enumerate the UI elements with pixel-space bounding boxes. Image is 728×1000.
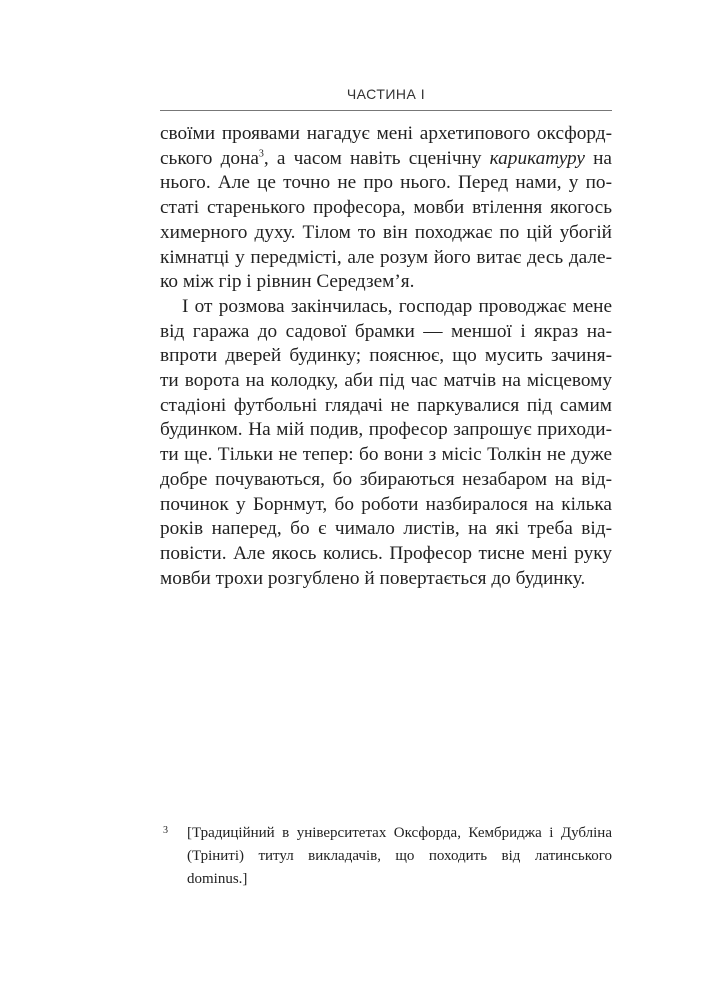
text-line: ко між гір і рівнин Середзем’я. xyxy=(160,271,415,293)
text-line: років наперед, бо є чимало листів, на які треба від- xyxy=(160,518,612,540)
text-line: нього. Але це точно не про нього. Перед нами, у по- xyxy=(160,172,612,194)
text-line: своїми проявами нагадує мені архетипового оксфорд- xyxy=(160,123,612,144)
text-line: мовби трохи розгублено й повертається до будинку. xyxy=(160,567,586,589)
footnote-line: [Традиційний в університетах Оксфорда, Кембриджа і Дубліна xyxy=(187,825,612,841)
text-line: будинком. На мій подив, професор запрошує приходи- xyxy=(160,419,612,441)
text-line: химерного духу. Тілом то він походжає по цій убогій xyxy=(160,221,612,243)
header-rule xyxy=(160,110,612,111)
text-line: стадіоні футбольні глядачі не паркувалися під самим xyxy=(160,394,612,416)
text-line: ти ще. Тільки не тепер: бо вони з місіс Толкін не дуже xyxy=(160,444,612,466)
text-line: впроти дверей будинку; пояснює, що мусить зачиня- xyxy=(160,345,612,367)
text-line: кімнатці у передмісті, але розум його витає десь дале- xyxy=(160,246,612,268)
text-line: добре почуваються, бо збираються незабаром на від- xyxy=(160,468,612,490)
footnote xyxy=(160,822,612,891)
text-line: І от розмова закінчилась, господар проводжає мене xyxy=(182,295,612,317)
footnote-line: (Тріниті) титул викладачів, що походить від латинського dominus.] xyxy=(187,848,612,887)
text-line: статі старенького професора, мовби втілення якогось xyxy=(160,197,612,219)
text-line-with-footnote: ського дона$^3$, а часом навіть сценічну карикатуру на xyxy=(160,147,612,169)
footnote-mark: 3 xyxy=(163,825,168,836)
body-text xyxy=(160,122,612,591)
italic-word: карикатуру xyxy=(489,147,585,169)
running-head: ЧАСТИНА І xyxy=(346,86,426,102)
text-line: повісти. Але якось колись. Професор тисне мені руку xyxy=(160,542,612,564)
text-line: від гаража до садової брамки — меншої і якраз на- xyxy=(160,320,612,342)
text-line: ти ворота на колодку, аби під час матчів на місцевому xyxy=(160,370,612,392)
text-line: починок у Борнмут, бо роботи назбиралося на кілька xyxy=(160,493,612,515)
footnote-ref[interactable]: 3 xyxy=(258,148,264,160)
